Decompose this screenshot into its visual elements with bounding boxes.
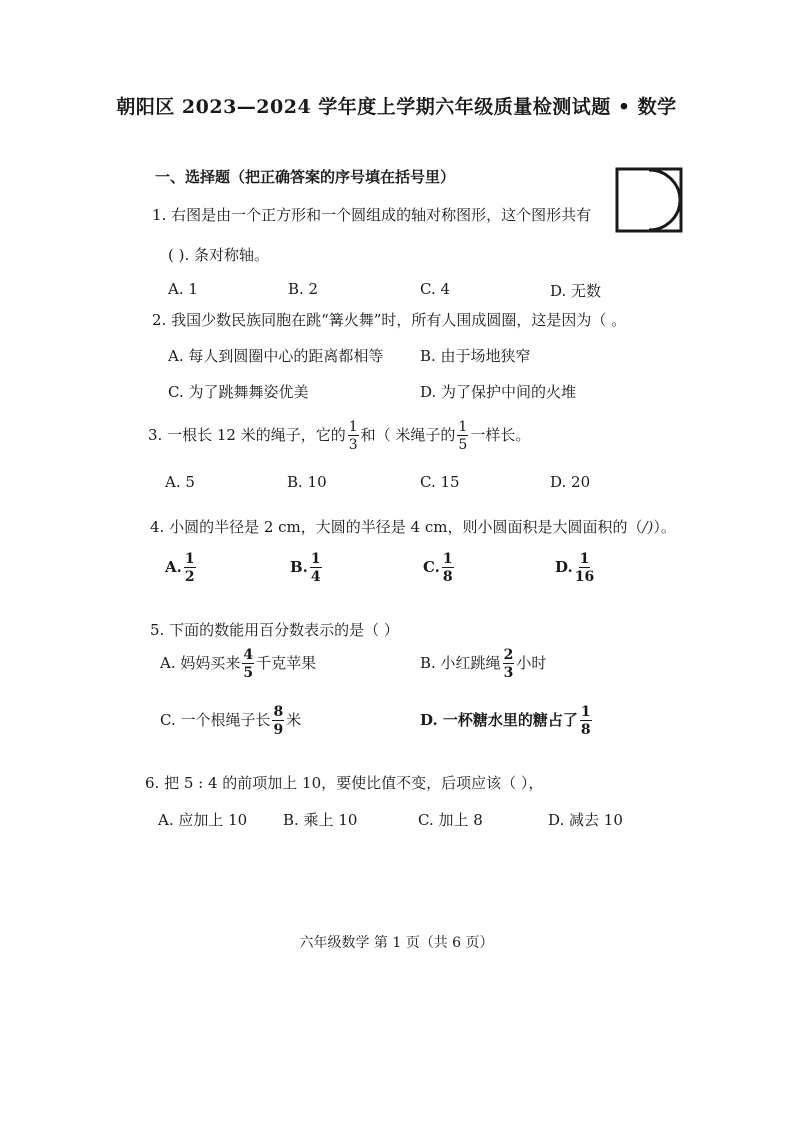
q5-option-c-denominator: 9 [273, 722, 284, 738]
q5-option-b-pre: B. 小红跳绳 [420, 654, 501, 672]
q3-option-b: B. 10 [287, 473, 327, 491]
q5-option-b-fraction [503, 648, 515, 680]
q5-option-b-post: 小时 [516, 654, 547, 672]
q4-option-b-fraction [310, 552, 322, 584]
q4-option-a-denominator: 2 [184, 569, 195, 585]
q5-option-a-denominator: 5 [243, 665, 254, 681]
q4-option-c-numerator: 1 [442, 551, 453, 567]
q5-option-a-numerator: 4 [243, 647, 254, 663]
q4-option-b [290, 552, 324, 584]
section-heading: 一、选择题（把正确答案的序号填在括号里） [155, 168, 456, 186]
q4-option-d-fraction [575, 552, 594, 584]
q4-option-a-fraction [184, 552, 196, 584]
q3-fraction-1 [348, 420, 359, 452]
q5-option-a-post: 千克苹果 [256, 654, 317, 672]
q4-option-c-label: C. [423, 558, 440, 576]
q5-option-a-fraction [242, 648, 254, 680]
q3-option-a: A. 5 [165, 473, 195, 491]
q5-option-d [420, 705, 594, 737]
q1-option-a: A. 1 [168, 280, 198, 298]
q2-option-a: A. 每人到圆圈中心的距离都相等 [168, 347, 384, 365]
page-footer: 六年级数学 第 1 页（共 6 页） [299, 935, 494, 951]
q5-option-d-pre: D. 一杯糖水里的糖占了 [420, 711, 578, 729]
question-5-text: 5. 下面的数能用百分数表示的是（ ） [150, 621, 399, 639]
q3-option-c: C. 15 [420, 473, 460, 491]
q4-option-b-denominator: 4 [310, 569, 321, 585]
q2-option-c: C. 为了跳舞舞姿优美 [168, 383, 309, 401]
q3-text-part1: 3. 一根长 12 米的绳子，它的 [148, 426, 346, 444]
question-1-text: 1. 右图是由一个正方形和一个圆组成的轴对称图形，这个图形共有 [152, 206, 592, 224]
q4-option-a-label: A. [165, 558, 182, 576]
q5-option-d-numerator: 1 [580, 704, 591, 720]
q5-option-a [160, 648, 316, 680]
q5-option-c [160, 705, 301, 737]
q3-fraction-2-denominator: 5 [458, 437, 468, 453]
q4-option-d-label: D. [555, 558, 573, 576]
q4-text-tail: ）。 [653, 518, 676, 536]
q4-option-c-fraction [442, 552, 454, 584]
question-1-blank-line: ( ). 条对称轴。 [168, 246, 270, 264]
q5-option-a-pre: A. 妈妈买来 [160, 654, 241, 672]
q5-option-b-numerator: 2 [503, 647, 514, 663]
q3-fraction-1-numerator: 1 [348, 419, 358, 435]
q2-option-b: B. 由于场地狭窄 [420, 347, 531, 365]
page-title: 朝阳区 2023—2024 学年度上学期六年级质量检测试题 • 数学 [116, 96, 677, 118]
q4-option-b-numerator: 1 [310, 551, 321, 567]
q4-option-d-denominator: 16 [574, 569, 595, 585]
q4-option-c-denominator: 8 [442, 569, 453, 585]
q3-fraction-2-numerator: 1 [458, 419, 468, 435]
q1-option-c: C. 4 [420, 280, 451, 298]
q4-text: 4. 小圆的半径是 2 cm，大圆的半径是 4 cm，则小圆面积是大圆面积的（ [150, 518, 643, 536]
q4-handwritten-mark: /) [642, 518, 654, 536]
q3-text-part3: 一样长。 [470, 426, 531, 444]
q5-option-b [420, 648, 546, 680]
q5-option-b-denominator: 3 [503, 665, 514, 681]
question-3-text [148, 420, 530, 452]
q4-option-a [165, 552, 198, 584]
q1-option-b: B. 2 [288, 280, 319, 298]
q6-option-b: B. 乘上 10 [283, 811, 358, 829]
q2-option-d: D. 为了保护中间的火堆 [420, 383, 577, 401]
q5-option-c-numerator: 8 [273, 704, 284, 720]
q3-text-part2: 和（ 米绳子的 [360, 426, 456, 444]
q6-option-a: A. 应加上 10 [158, 811, 248, 829]
q6-option-d: D. 减去 10 [548, 811, 623, 829]
question-2-text: 2. 我国少数民族同胞在跳“篝火舞”时，所有人围成圆圈，这是因为（ 。 [152, 311, 627, 329]
question-6-text: 6. 把 5 : 4 的前项加上 10，要使比值不变，后项应该（ ）， [145, 774, 544, 792]
q4-option-c [423, 552, 456, 584]
q4-option-d [555, 552, 596, 584]
q5-option-d-denominator: 8 [580, 722, 591, 738]
q5-option-c-pre: C. 一个根绳子长 [160, 711, 271, 729]
square-circle-figure [614, 166, 684, 234]
q4-option-d-numerator: 1 [579, 551, 590, 567]
q5-option-c-post: 米 [286, 711, 302, 729]
question-4-text [150, 516, 676, 537]
q6-option-c: C. 加上 8 [418, 811, 483, 829]
q5-option-c-fraction [272, 705, 284, 737]
q3-option-d: D. 20 [550, 473, 591, 491]
q4-option-a-numerator: 1 [184, 551, 195, 567]
q5-option-d-fraction [580, 705, 592, 737]
q1-option-d: D. 无数 [550, 282, 602, 300]
q3-fraction-1-denominator: 3 [348, 437, 358, 453]
q4-option-b-label: B. [290, 558, 308, 576]
q3-fraction-2 [457, 420, 468, 452]
